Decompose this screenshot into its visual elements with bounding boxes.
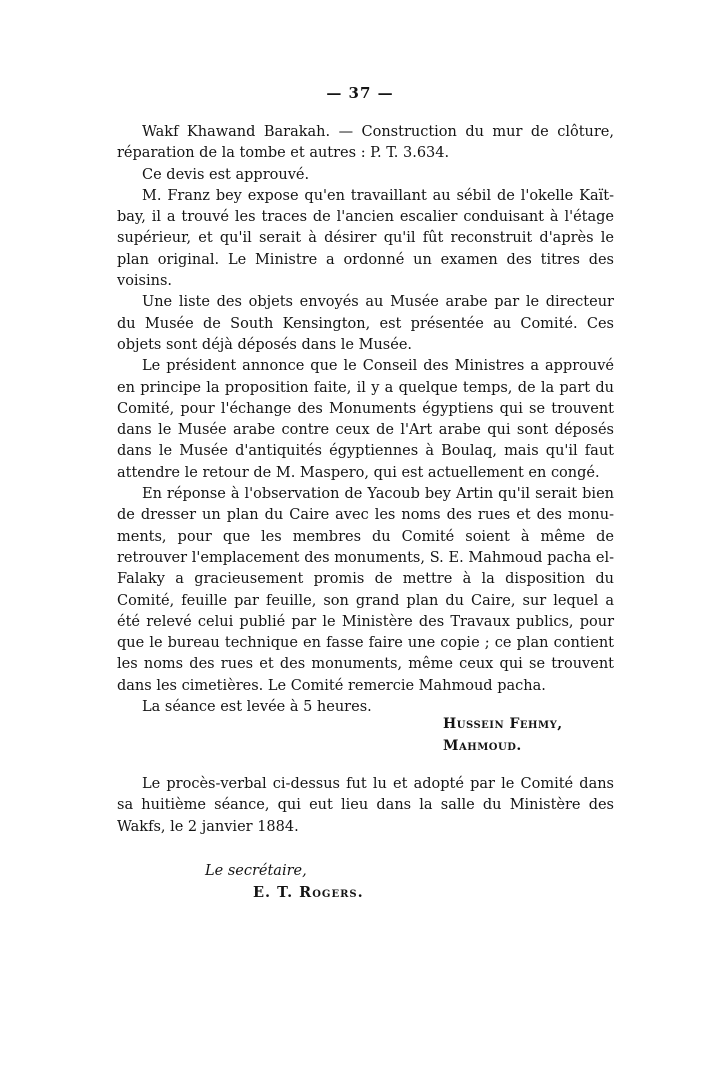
minutes-body (117, 122, 614, 718)
paragraph-wakf-construction: Wakf Khawand Barakah. — Construction du mur de clôture, réparation de la tombe et autres : P. T. 3.634. (117, 124, 614, 162)
secretary-name: E. T. Rogers. (253, 884, 364, 901)
signature-mahmoud: Mahmoud. (443, 738, 522, 754)
paragraph-plan-du-caire: En réponse à l'observation de Yacoub bey Artin qu'il serait bien de dresser un plan du Caire avec les noms des rues et des monuments, pour que les membres du Comité soient à même de retrouver l'emplacement des monuments, S. E. Mahmoud pacha el-Falaky a gracieusement promis de mettre à la disposition du Comité, feuille par feuille, son grand plan du Caire, sur lequel a été relevé celui publié par le Ministère des Travaux publics, pour que le bureau technique en fasse faire une copie ; ce plan contient les noms des rues et des monuments, même ceux qui se trouvent dans les cimetières. Le Comité remercie Mahmoud pacha. (117, 486, 614, 694)
secretary-signature (205, 860, 364, 904)
paragraph-franz-bey: M. Franz bey expose qu'en travaillant au sébil de l'okelle Kaïtbay, il a trouvé les traces de l'ancien escalier conduisant à l'étage supérieur, et qu'il serait à désirer qu'il fût reconstruit d'après le plan original. Le Ministre a ordonné un examen des titres des voisins. (117, 187, 614, 290)
page-number: — 37 — (326, 84, 394, 102)
paragraph-liste-objets: Une liste des objets envoyés au Musée arabe par le directeur du Musée de South Kensington, est présentée au Comité. Ces objets sont déjà déposés dans le Musée. (117, 294, 614, 353)
closing-paragraph: Le procès-verbal ci-dessus fut lu et adopté par le Comité dans sa huitième séance, qui eut lieu dans la salle du Ministère des Wakfs, le 2 janvier 1884. (117, 776, 614, 835)
closing-statement (117, 774, 614, 838)
paragraph-devis-approuve: Ce devis est approuvé. (142, 166, 310, 183)
paragraph-president-annonce: Le président annonce que le Conseil des Ministres a approuvé en principe la proposition faite, il y a quelque temps, de la part du Comité, pour l'échange des Monuments égyptiens qui se trouvent dans le Musée arabe contre ceux de l'Art arabe qui sont déposés dans le Musée d'antiquités égyptiennes à Boulaq, mais qu'il faut attendre le retour de M. Maspero, qui est actuellement en congé. (117, 358, 614, 481)
paragraph-seance-levee: La séance est levée à 5 heures. (142, 699, 372, 716)
secretary-role: Le secrétaire, (205, 863, 307, 879)
signature-hussein-fehmy: Hussein Fehmy, (443, 716, 563, 732)
signature-block (443, 713, 563, 757)
